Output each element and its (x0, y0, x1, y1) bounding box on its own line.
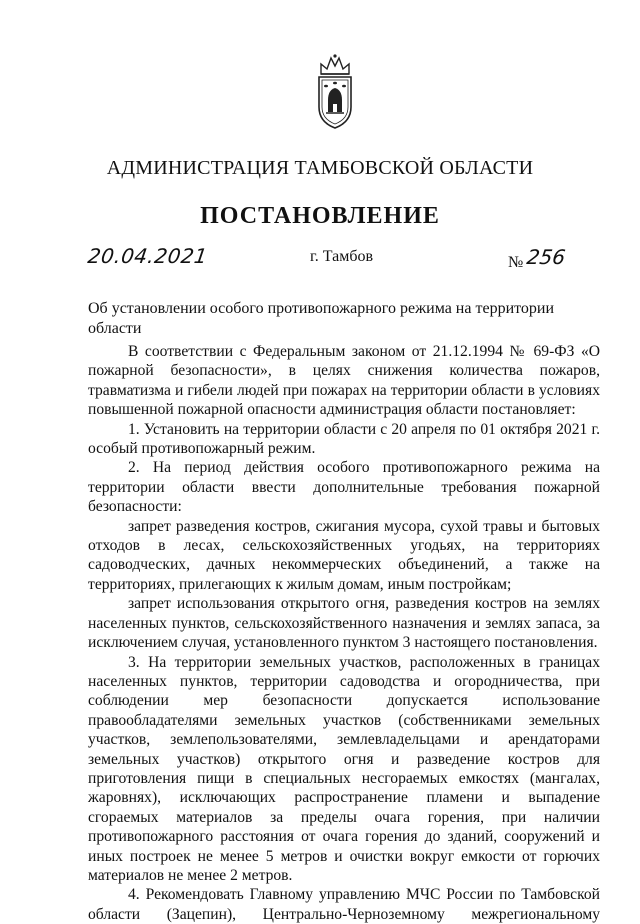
number-label: № (508, 254, 524, 271)
paragraph-preamble: В соответствии с Федеральным законом от 21.12.1994 № 69-ФЗ «О пожарной безопасности», в целях снижения количества пожаров, травматизма и гибели людей при пожарах на территории области в условиях повышенной пожарной опасности администрация области постановляет: (88, 343, 600, 419)
paragraph-ban-fires: запрет разведения костров, сжигания мусора, сухой травы и бытовых отходов в лесах, сельскохозяйственных угодьях, на территориях садоводческих, дачных некоммерческих объединений, а также на территориях, прилегающих к жилым домам, иным постройкам; (88, 517, 600, 593)
organization-name: АДМИНИСТРАЦИЯ ТАМБОВСКОЙ ОБЛАСТИ (106, 157, 534, 179)
document-meta-line (0, 244, 640, 276)
tambov-coat-of-arms-icon (312, 52, 358, 132)
document-body (88, 342, 600, 924)
document-subject: Об установлении особого противопожарного режима на территории области (88, 300, 555, 337)
document-date: 20.04.2021 (86, 244, 210, 268)
paragraph-item-4: 4. Рекомендовать Главному управлению МЧС России по Тамбовской области (Зацепин), Центрально-Черноземному межрегиональному (88, 886, 600, 923)
paragraph-item-2: 2. На период действия особого противопожарного режима на территории области ввести дополнительные требования пожарной безопасности: (88, 459, 600, 516)
document-city: г. Тамбов (310, 248, 374, 265)
paragraph-ban-open-fire: запрет использования открытого огня, разведения костров на землях населенных пунктов, сельскохозяйственного назначения и землях запаса, за исключением случая, установленного пунктом 3 настоящего постановления. (88, 595, 600, 652)
document-type-title: ПОСТАНОВЛЕНИЕ (200, 203, 440, 229)
document-number (508, 245, 568, 272)
paragraph-item-1: 1. Установить на территории области с 20 апреля по 01 октября 2021 г. особый противопожарный режим. (88, 420, 600, 458)
number-value: 256 (525, 245, 568, 269)
paragraph-item-3: 3. На территории земельных участков, расположенных в границах населенных пунктов, территории садоводства и огородничества, при соблюдении мер безопасности допускается использование правообладателями земельных участков (собственниками земельных участков, землепользователями, землевладельцами и арендаторами земельных участков) открытого огня и разведение костров для приготовления пищи в специальных несгораемых емкостях (мангалах, жаровнях), исключающих распространение пламени и выпадение сгораемых материалов за пределы очага горения, при наличии противопожарного расстояния от очага горения до зданий, сооружений и иных построек не менее 5 метров и очистки вокруг емкости от горючих материалов не менее 2 метров. (88, 653, 600, 884)
